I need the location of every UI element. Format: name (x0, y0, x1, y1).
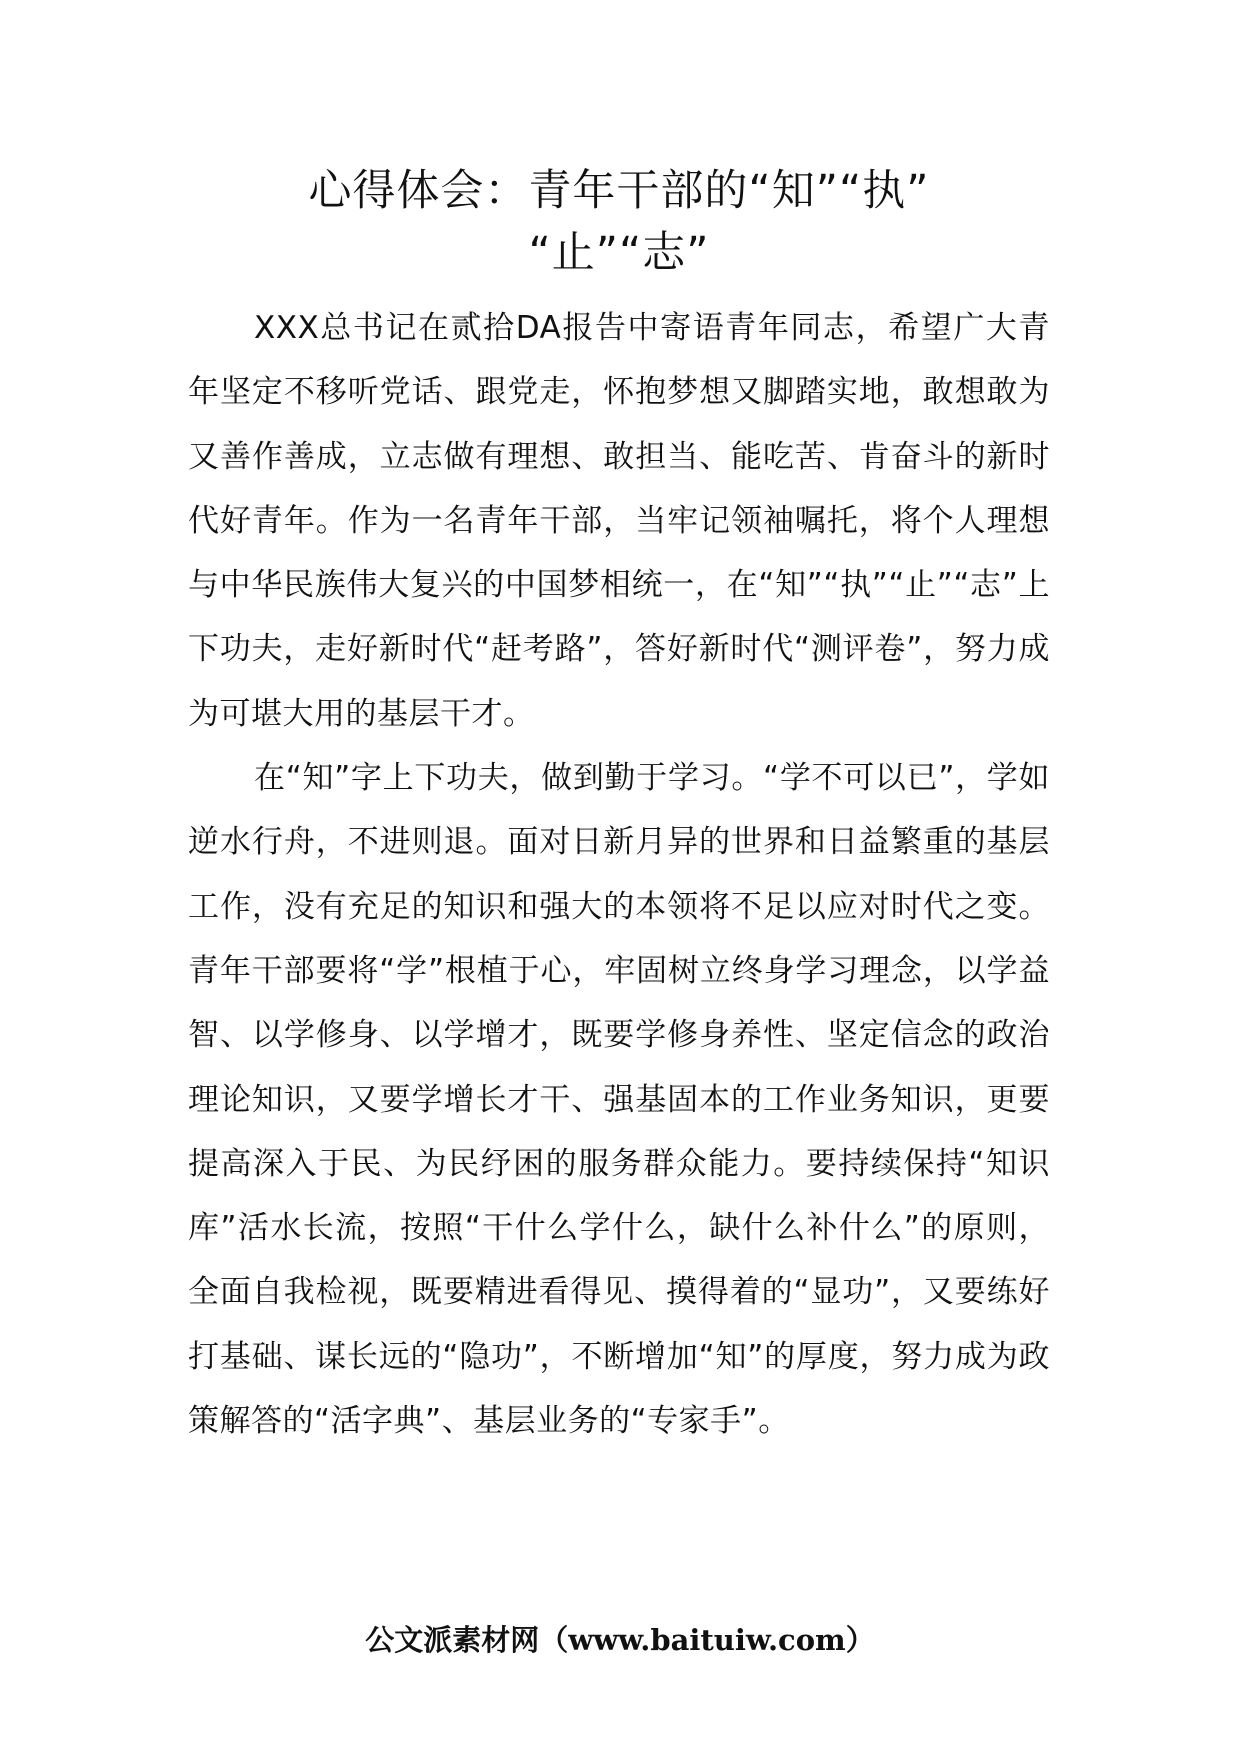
title-line-2: “止”“志” (528, 228, 710, 278)
title-line-1: 心得体会：青年干部的“知”“执” (308, 166, 930, 216)
source-footer: 公文派素材网（www.baituiw.com） (365, 1623, 875, 1657)
document-title (188, 160, 1050, 284)
document-body (188, 296, 1050, 1453)
paragraph-zhi-knowledge: 在“知”字上下功夫，做到勤于学习。“学不可以已”，学如逆水行舟，不进则退。面对日新月异的世界和日益繁重的基层工作，没有充足的知识和强大的本领将不足以应对时代之变。青年干部要将“学”根植于心，牢固树立终身学习理念，以学益智、以学修身、以学增才，既要学修身养性、坚定信念的政治理论知识，又要学增长才干、强基固本的工作业务知识，更要提高深入于民、为民纾困的服务群众能力。要持续保持“知识库”活水长流，按照“干什么学什么，缺什么补什么”的原则，全面自我检视，既要精进看得见、摸得着的“显功”，又要练好打基础、谋长远的“隐功”，不断增加“知”的厚度，努力成为政策解答的“活字典”、基层业务的“专家手”。 (188, 760, 1050, 1440)
paragraph-intro: XXX总书记在贰拾DA报告中寄语青年同志，希望广大青年坚定不移听党话、跟党走，怀抱梦想又脚踏实地，敢想敢为又善作善成，立志做有理想、敢担当、能吃苦、肯奋斗的新时代好青年。作为一名青年干部，当牢记领袖嘱托，将个人理想与中华民族伟大复兴的中国梦相统一，在“知”“执”“止”“志”上下功夫，走好新时代“赶考路”，答好新时代“测评卷”，努力成为可堪大用的基层干才。 (188, 310, 1050, 732)
